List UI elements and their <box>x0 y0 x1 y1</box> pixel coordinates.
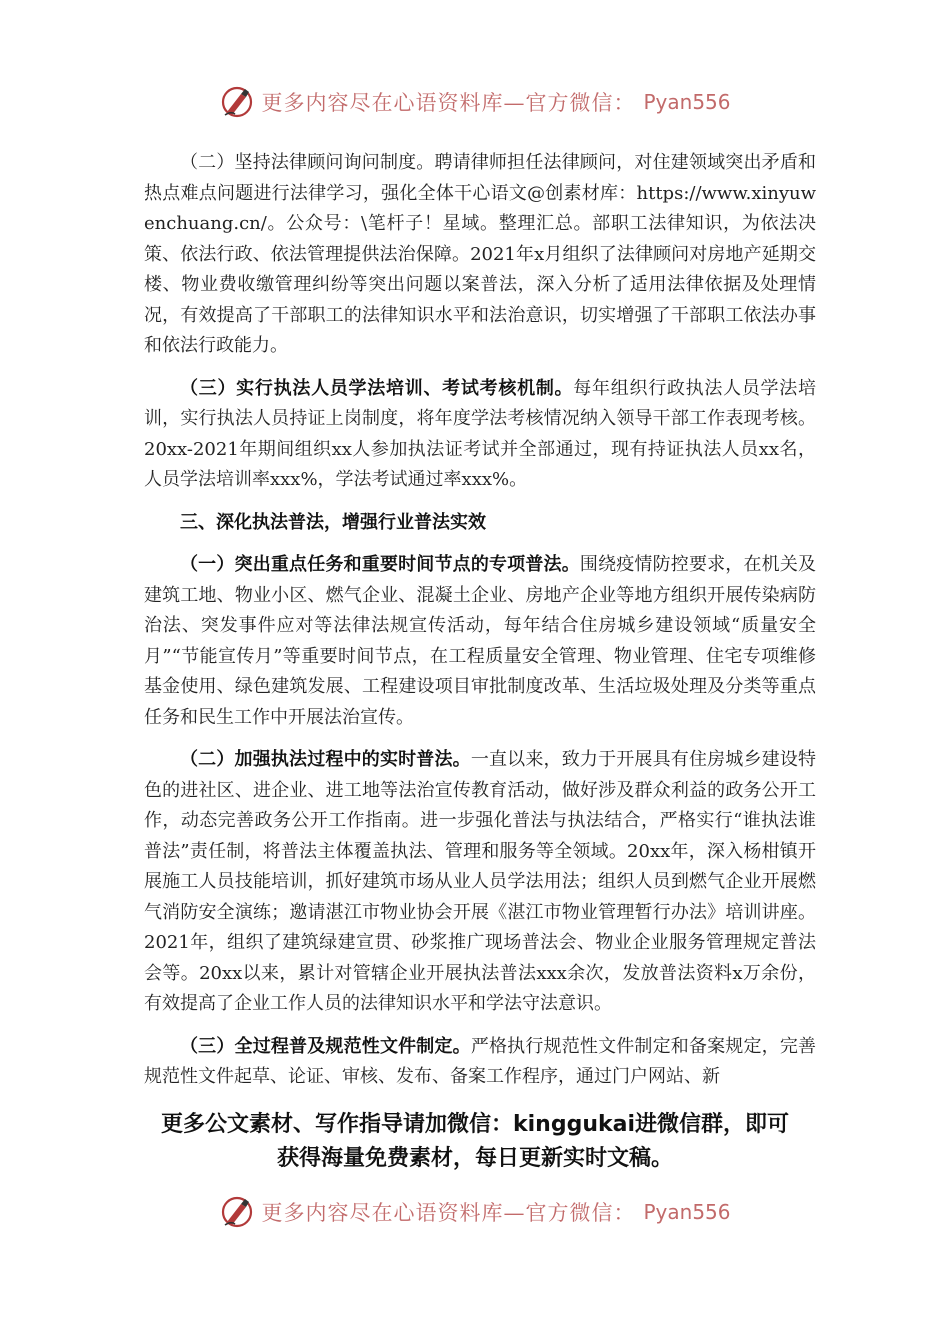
paragraph-text: （二）坚持法律顾问询问制度。聘请律师担任法律顾问，对住建领域突出矛盾和热点难点问题进行法律学习，强化全体干心语文@创素材库：https://www.xinyuwenchuang.cn/。公众号：\笔杆子！星域。整理汇总。部职工法律知识，为依法决策、依法行政、依法管理提供法治保障。2021年x月组织了法律顾问对房地产延期交楼、物业费收缴管理纠纷等突出问题以案普法，深入分析了适用法律依据及处理情况，有效提高了干部职工的法律知识水平和法治意识，切实增强了干部职工依法办事和依法行政能力。 <box>144 152 816 356</box>
header-banner-text: 更多内容尽在心语资料库—官方微信： <box>261 91 636 115</box>
header-banner-inner <box>219 84 730 120</box>
footer-banner-wechat: Pyan556 <box>643 1200 731 1224</box>
paragraph-lead: （三）全过程普及规范性文件制定。 <box>180 1035 471 1057</box>
paragraph-text: 严格执行规范性文件制定和备案规定，完善规范性文件起草、论证、审核、发布、备案工作程序，通过门户网站、新 <box>144 1035 817 1087</box>
paragraph-text: 每年组织行政执法人员学法培训，实行执法人员持证上岗制度，将年度学法考核情况纳入领导干部工作表现考核。20xx-2021年期间组织xx人参加执法证考试并全部通过，现有持证执法人员xx名，人员学法培训率xxx%，学法考试通过率xxx%。 <box>144 377 817 490</box>
promo-line-1: 更多公文素材、写作指导请加微信：kinggukai进微信群，即可 <box>160 1112 789 1137</box>
pen-logo-icon <box>219 84 255 120</box>
promo-line-2: 获得海量免费素材，每日更新实时文稿。 <box>276 1146 673 1171</box>
paragraph-normative-documents <box>144 1032 816 1093</box>
paragraph-realtime-education <box>144 745 816 1020</box>
paragraph-text: 一直以来，致力于开展具有住房城乡建设特色的进社区、进企业、进工地等法治宣传教育活动，做好涉及群众利益的政务公开工作，动态完善政务公开工作指南。进一步强化普法与执法结合，严格实行“谁执法谁普法”责任制，将普法主体覆盖执法、管理和服务等全领域。20xx年，深入杨柑镇开展施工人员技能培训，抓好建筑市场从业人员学法用法；组织人员到燃气企业开展燃气消防安全演练；邀请湛江市物业协会开展《湛江市物业管理暂行办法》培训讲座。2021年，组织了建筑绿建宣贯、砂浆推广现场普法会、物业企业服务管理规定普法会等。20xx以来，累计对管辖企业开展执法普法xxx余次，发放普法资料x万余份，有效提高了企业工作人员的法律知识水平和学法守法意识。 <box>144 749 817 1014</box>
footer-banner-text: 更多内容尽在心语资料库—官方微信： <box>261 1201 636 1225</box>
footer-banner <box>0 1190 950 1234</box>
paragraph-lead: （一）突出重点任务和重要时间节点的专项普法。 <box>180 554 580 575</box>
paragraph-lead: （二）加强执法过程中的实时普法。 <box>180 749 471 770</box>
paragraph-training-exam <box>144 374 816 496</box>
header-banner-wechat: Pyan556 <box>643 90 731 114</box>
pen-logo-icon <box>219 1194 255 1230</box>
footer-banner-inner <box>219 1194 730 1230</box>
section-heading: 三、深化执法普法，增强行业普法实效 <box>180 511 486 533</box>
header-banner <box>0 80 950 124</box>
document-body <box>144 148 816 1105</box>
paragraph-lead: （三）实行执法人员学法培训、考试考核机制。 <box>180 377 574 399</box>
paragraph-text: 围绕疫情防控要求，在机关及建筑工地、物业小区、燃气企业、混凝土企业、房地产企业等地方组织开展传染病防治法、突发事件应对等法律法规宣传活动，每年结合住房城乡建设领域“质量安全月”“节能宣传月”等重要时间节点，在工程质量安全管理、物业管理、住宅专项维修基金使用、绿色建筑发展、工程建设项目审批制度改革、生活垃圾处理及分类等重点任务和民生工作中开展法治宣传。 <box>144 554 817 728</box>
promo-block <box>0 1108 950 1176</box>
paragraph-special-campaign <box>144 550 816 733</box>
paragraph-legal-advisor <box>144 148 816 362</box>
